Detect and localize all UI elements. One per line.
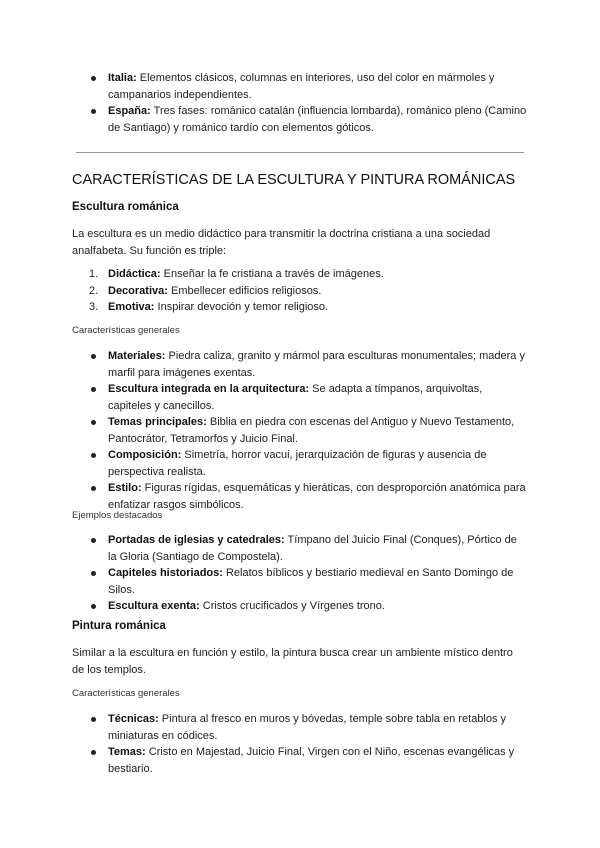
pintura-general-list bbox=[72, 711, 528, 777]
pintura-general-heading: Características generales bbox=[72, 688, 180, 699]
list-item-term: Escultura exenta: bbox=[108, 600, 200, 612]
escultura-general-list bbox=[72, 348, 528, 513]
list-item bbox=[72, 711, 528, 744]
list-item bbox=[72, 266, 528, 283]
list-item-term: Composición: bbox=[108, 449, 182, 461]
list-item bbox=[72, 103, 528, 136]
list-item-term: Italia: bbox=[108, 72, 137, 84]
list-item bbox=[72, 480, 528, 513]
list-item bbox=[72, 299, 528, 316]
pintura-heading: Pintura románica bbox=[72, 620, 166, 632]
list-item bbox=[72, 283, 528, 300]
main-title: CARACTERÍSTICAS DE LA ESCULTURA Y PINTURA ROMÁNICAS bbox=[72, 172, 516, 188]
list-item-text: Embellecer edificios religiosos. bbox=[167, 284, 322, 297]
list-item-term: Emotiva: bbox=[108, 301, 155, 313]
list-item bbox=[72, 348, 528, 381]
pintura-general-block bbox=[72, 711, 528, 777]
list-number: 2. bbox=[89, 284, 99, 297]
list-item-text: Simetría, horror vacui, jerarquización de figuras y ausencia de perspectiva realista. bbox=[108, 449, 487, 478]
list-item-text: Relatos bíblicos y bestiario medieval en Santo Domingo de Silos. bbox=[108, 567, 514, 596]
list-item bbox=[72, 70, 528, 103]
list-item bbox=[72, 598, 528, 615]
list-item-term: Capiteles historiados: bbox=[108, 567, 223, 579]
list-item-term: Escultura integrada en la arquitectura: bbox=[108, 383, 310, 395]
list-item-term: Portadas de iglesias y catedrales: bbox=[108, 534, 285, 546]
escultura-functions-block bbox=[72, 266, 528, 316]
list-item-text: Enseñar la fe cristiana a través de imágenes. bbox=[160, 268, 384, 280]
escultura-general-heading: Características generales bbox=[72, 325, 180, 336]
list-item-text: Se adapta a tímpanos, arquivoltas, capiteles y canecillos. bbox=[108, 383, 483, 412]
list-item-term: Didáctica: bbox=[108, 268, 161, 280]
list-item-text: Pintura al fresco en muros y bóvedas, temple sobre tabla en retablos y miniaturas en códices. bbox=[108, 713, 507, 742]
intro-list bbox=[72, 70, 528, 136]
list-item-term: Temas principales: bbox=[108, 416, 207, 428]
pintura-intro: Similar a la escultura en función y estilo, la pintura busca crear un ambiente místico dentro de los templos. bbox=[72, 647, 513, 676]
list-item-text: Tres fases: románico catalán (influencia lombarda), románico pleno (Camino de Santiago) y románico tardío con elementos góticos. bbox=[108, 105, 527, 134]
list-item bbox=[72, 447, 528, 480]
escultura-examples-list bbox=[72, 532, 528, 615]
escultura-functions-list bbox=[72, 266, 528, 316]
list-item-term: Técnicas: bbox=[108, 713, 159, 725]
list-item bbox=[72, 565, 528, 598]
list-item-term: Temas: bbox=[108, 746, 146, 758]
intro-list-block bbox=[72, 70, 528, 136]
list-item-text: Cristo en Majestad, Juicio Final, Virgen con el Niño, escenas evangélicas y bestiario. bbox=[108, 746, 515, 775]
list-item-text: Inspirar devoción y temor religioso. bbox=[154, 301, 329, 313]
list-number: 1. bbox=[89, 268, 99, 280]
list-item-text: Cristos crucificados y Vírgenes trono. bbox=[199, 600, 385, 612]
escultura-examples-block bbox=[72, 532, 528, 615]
list-item-text: Piedra caliza, granito y mármol para esculturas monumentales; madera y marfil para imágenes exentas. bbox=[108, 350, 525, 379]
escultura-general-block bbox=[72, 348, 528, 513]
list-item bbox=[72, 744, 528, 777]
list-item-term: Decorativa: bbox=[108, 284, 168, 297]
list-item-text: Biblia en piedra con escenas del Antiguo y Nuevo Testamento, Pantocrátor, Tetramorfos y Juicio Final. bbox=[108, 416, 515, 445]
list-item-term: Materiales: bbox=[108, 350, 166, 362]
list-item bbox=[72, 414, 528, 447]
list-item-term: Estilo: bbox=[108, 482, 142, 494]
escultura-examples-heading: Ejemplos destacados bbox=[72, 510, 163, 521]
list-item-text: Figuras rígidas, esquemáticas y hieráticas, con desproporción anatómica para enfatizar rasgos simbólicos. bbox=[108, 482, 526, 511]
escultura-heading: Escultura románica bbox=[72, 201, 179, 213]
list-item bbox=[72, 532, 528, 565]
list-number: 3. bbox=[89, 301, 99, 313]
list-item bbox=[72, 381, 528, 414]
list-item-text: Tímpano del Juicio Final (Conques), Pórtico de la Gloria (Santiago de Compostela). bbox=[108, 534, 517, 563]
list-item-term: España: bbox=[108, 105, 151, 117]
horizontal-divider bbox=[76, 152, 524, 153]
escultura-intro: La escultura es un medio didáctico para transmitir la doctrina cristiana a una sociedad analfabeta. Su función es triple: bbox=[72, 228, 491, 257]
list-item-text: Elementos clásicos, columnas en interiores, uso del color en mármoles y campanarios independientes. bbox=[108, 72, 495, 101]
